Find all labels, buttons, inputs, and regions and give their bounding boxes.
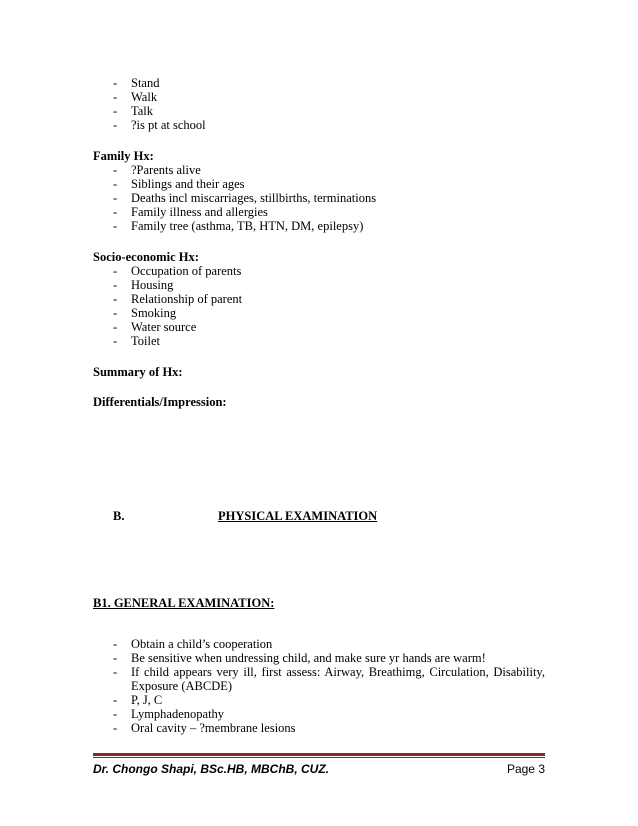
page-number: Page 3	[506, 762, 545, 776]
list-item: Stand	[131, 76, 160, 90]
list-item: Family tree (asthma, TB, HTN, DM, epilepsy)	[131, 219, 364, 233]
list-item: If child appears very ill, first assess: Airway, Breathimg, Circulation, Disability,	[131, 665, 545, 679]
list-item: Oral cavity – ?membrane lesions	[131, 721, 296, 735]
list-dash: -	[113, 651, 118, 665]
family-hx-heading: Family Hx:	[93, 149, 154, 163]
list-item: Family illness and allergies	[131, 205, 268, 219]
list-item: Smoking	[131, 306, 177, 320]
list-dash: -	[113, 76, 118, 90]
list-item: Occupation of parents	[131, 264, 242, 278]
general-exam-heading: B1. GENERAL EXAMINATION:	[93, 596, 275, 610]
differentials-heading: Differentials/Impression:	[93, 395, 227, 409]
list-item: Be sensitive when undressing child, and make sure yr hands are warm!	[131, 651, 486, 665]
list-item: Housing	[131, 278, 174, 292]
section-b-label: B.	[113, 509, 125, 523]
list-item: Talk	[131, 104, 154, 118]
list-dash: -	[113, 118, 118, 132]
list-item: Siblings and their ages	[131, 177, 245, 191]
list-dash: -	[113, 219, 118, 233]
footer-author: Dr. Chongo Shapi, BSc.HB, MBChB, CUZ.	[93, 762, 329, 776]
list-item: Obtain a child’s cooperation	[131, 637, 273, 651]
list-dash: -	[113, 292, 118, 306]
list-dash: -	[113, 707, 118, 721]
list-item: ?is pt at school	[131, 118, 206, 132]
list-dash: -	[113, 163, 118, 177]
list-dash: -	[113, 665, 118, 679]
section-b-title: PHYSICAL EXAMINATION	[218, 509, 378, 523]
list-item: Water source	[131, 320, 197, 334]
list-dash: -	[113, 177, 118, 191]
list-dash: -	[113, 278, 118, 292]
summary-heading: Summary of Hx:	[93, 365, 183, 379]
list-dash: -	[113, 205, 118, 219]
list-dash: -	[113, 264, 118, 278]
list-item: Lymphadenopathy	[131, 707, 225, 721]
list-item: P, J, C	[131, 693, 163, 707]
list-dash: -	[113, 306, 118, 320]
socio-hx-heading: Socio-economic Hx:	[93, 250, 199, 264]
list-dash: -	[113, 104, 118, 118]
footer-rule-thin	[93, 757, 545, 758]
list-dash: -	[113, 191, 118, 205]
list-item: Toilet	[131, 334, 160, 348]
list-dash: -	[113, 90, 118, 104]
list-item: ?Parents alive	[131, 163, 201, 177]
list-dash: -	[113, 334, 118, 348]
footer-rule	[93, 753, 545, 756]
list-item: Relationship of parent	[131, 292, 243, 306]
list-dash: -	[113, 320, 118, 334]
list-item: Deaths incl miscarriages, stillbirths, terminations	[131, 191, 377, 205]
list-dash: -	[113, 693, 118, 707]
list-item: Walk	[131, 90, 158, 104]
list-item-continuation: Exposure (ABCDE)	[131, 679, 233, 693]
list-dash: -	[113, 637, 118, 651]
list-dash: -	[113, 721, 118, 735]
